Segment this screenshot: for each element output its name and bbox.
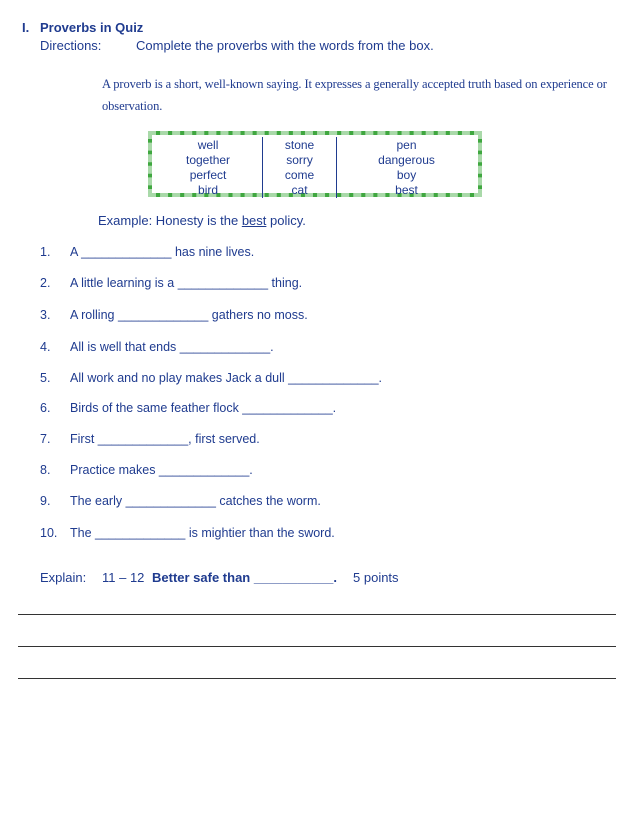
explain-label: Explain: bbox=[40, 570, 87, 585]
item-text: First _____________, first served. bbox=[70, 432, 260, 446]
word-item: sorry bbox=[286, 153, 313, 167]
word-box bbox=[148, 131, 482, 197]
proverb-definition: A proverb is a short, well-known saying. It expresses a generally accepted truth based on experience or observation. bbox=[102, 77, 607, 113]
quiz-item-10 bbox=[40, 526, 335, 540]
directions-text: Complete the proverbs with the words from the box. bbox=[136, 38, 434, 53]
item-text: A rolling _____________ gathers no moss. bbox=[70, 308, 308, 322]
section-title-text: Proverbs in Quiz bbox=[40, 20, 144, 35]
word-column-1 bbox=[154, 137, 263, 198]
item-number: 6. bbox=[40, 401, 51, 415]
word-box-table bbox=[154, 137, 476, 198]
item-number: 7. bbox=[40, 432, 51, 446]
item-number: 5. bbox=[40, 371, 51, 385]
item-text: Birds of the same feather flock _____________. bbox=[70, 401, 337, 415]
item-text: All work and no play makes Jack a dull _____________. bbox=[70, 371, 383, 385]
example-prefix: Example: Honesty is the bbox=[98, 213, 239, 228]
item-number: 3. bbox=[40, 308, 51, 322]
item-number: 2. bbox=[40, 276, 51, 290]
quiz-item-3 bbox=[40, 308, 308, 322]
answer-line-2 bbox=[18, 646, 616, 647]
quiz-item-9 bbox=[40, 494, 321, 508]
answer-line-1 bbox=[18, 614, 616, 615]
explain-number: 11 – 12 bbox=[102, 570, 145, 585]
word-column-2 bbox=[263, 137, 337, 198]
item-number: 8. bbox=[40, 463, 51, 477]
quiz-item-1 bbox=[40, 245, 254, 259]
word-item: dangerous bbox=[378, 153, 435, 167]
answer-line-3 bbox=[18, 678, 616, 679]
example-answer: best bbox=[241, 213, 267, 228]
word-item: boy bbox=[396, 168, 417, 182]
directions-label: Directions: bbox=[40, 38, 102, 53]
item-text: Practice makes _____________. bbox=[70, 463, 253, 477]
word-item: well bbox=[197, 138, 219, 152]
word-item: come bbox=[284, 168, 315, 182]
section-number: I. bbox=[22, 20, 30, 35]
word-item: pen bbox=[396, 138, 417, 152]
word-item: best bbox=[395, 183, 418, 197]
item-number: 1. bbox=[40, 245, 51, 259]
word-column-3 bbox=[337, 137, 476, 198]
quiz-item-6 bbox=[40, 401, 336, 415]
item-number: 4. bbox=[40, 340, 51, 354]
explain-section bbox=[40, 570, 399, 585]
item-text: A little learning is a _____________ thing. bbox=[70, 276, 303, 290]
quiz-item-8 bbox=[40, 463, 253, 477]
quiz-item-7 bbox=[40, 432, 260, 446]
example-suffix: policy. bbox=[270, 213, 306, 228]
item-text: A _____________ has nine lives. bbox=[70, 245, 255, 259]
item-text: The _____________ is mightier than the sword. bbox=[70, 526, 335, 540]
word-item: together bbox=[186, 153, 231, 167]
example-sentence bbox=[98, 213, 306, 228]
quiz-item-5 bbox=[40, 371, 382, 385]
item-text: The early _____________ catches the worm. bbox=[70, 494, 321, 508]
item-text: All is well that ends _____________. bbox=[70, 340, 274, 354]
section-title bbox=[22, 20, 143, 35]
word-item: cat bbox=[291, 183, 308, 197]
word-item: stone bbox=[284, 138, 315, 152]
explain-proverb: Better safe than ___________. bbox=[152, 570, 338, 585]
quiz-item-4 bbox=[40, 340, 274, 354]
word-item: perfect bbox=[189, 168, 227, 182]
item-number: 9. bbox=[40, 494, 51, 508]
item-number: 10. bbox=[40, 526, 58, 540]
quiz-item-2 bbox=[40, 276, 302, 290]
word-item: bird bbox=[198, 183, 219, 197]
explain-points: 5 points bbox=[353, 570, 399, 585]
